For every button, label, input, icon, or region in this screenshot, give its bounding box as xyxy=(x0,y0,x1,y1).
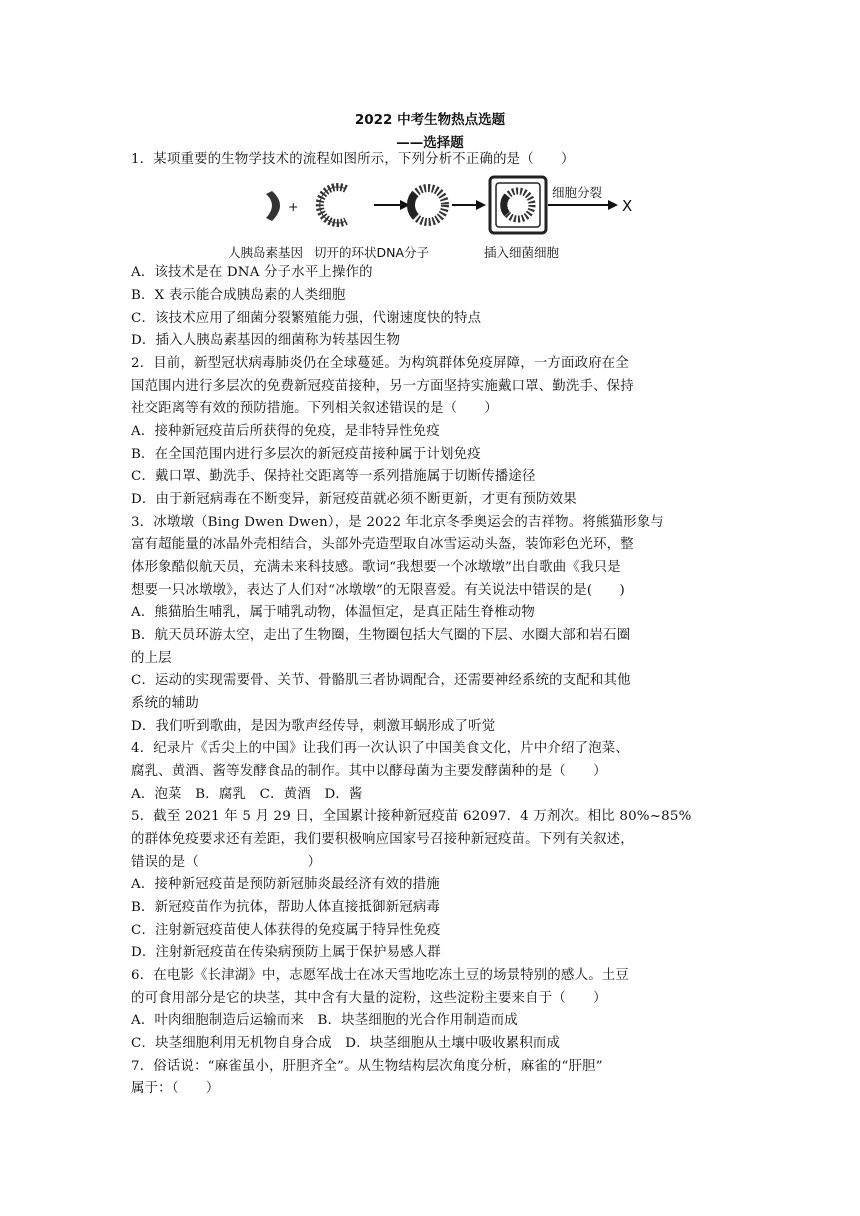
question-line: 属于：（ ） xyxy=(131,1081,220,1096)
option-line: C．该技术应用了细菌分裂繁殖能力强，代谢速度快的特点 xyxy=(131,311,482,326)
option-line: 系统的辅助 xyxy=(131,696,199,711)
question-line: 错误的是（ ） xyxy=(131,855,322,870)
page-title: 2022 中考生物热点选题 xyxy=(354,112,506,128)
question-line: 5．截至 2021 年 5 月 29 日，全国累计接种新冠疫苗 62097．4 万剂次。相比 80%~85% xyxy=(131,809,692,824)
option-line: A．叶肉细胞制造后运输而来 B．块茎细胞的光合作用制造而成 xyxy=(131,1013,518,1028)
option-line: A．熊猫胎生哺乳，属于哺乳动物，体温恒定，是真正陆生脊椎动物 xyxy=(131,605,535,620)
question-line: 2．目前，新型冠状病毒肺炎仍在全球蔓延。为构筑群体免疫屏障，一方面政府在全 xyxy=(131,356,629,371)
option-line: B．航天员环游太空，走出了生物圈，生物圈包括大气圈的下层、水圈大部和岩石圈 xyxy=(131,628,631,643)
option-line: B．新冠疫苗作为抗体，帮助人体直接抵御新冠病毒 xyxy=(131,900,441,915)
question-line: 社交距离等有效的预防措施。下列相关叙述错误的是（ ） xyxy=(131,401,498,416)
option-line: A．接种新冠疫苗后所获得的免疫，是非特异性免疫 xyxy=(131,424,440,439)
option-line: A．该技术是在 DNA 分子水平上操作的 xyxy=(131,265,373,280)
option-line: C．运动的实现需要骨、关节、骨骼肌三者协调配合，还需要神经系统的支配和其他 xyxy=(131,673,631,688)
question-line: 富有超能量的冰晶外壳相结合，头部外壳造型取自冰雪运动头盔，装饰彩色光环，整 xyxy=(131,537,634,552)
label-insert-bacteria: 插入细菌细胞 xyxy=(484,245,560,260)
option-line: D．我们听到歌曲，是因为歌声经传导，刺激耳蜗形成了听觉 xyxy=(131,719,496,734)
option-line: C．注射新冠疫苗使人体获得的免疫属于特异性免疫 xyxy=(131,923,441,938)
question-line: 的群体免疫要求还有差距，我们要积极响应国家号召接种新冠疫苗。下列有关叙述， xyxy=(131,832,634,847)
option-line: D．由于新冠病毒在不断变异，新冠疫苗就必须不断更新，才更有预防效果 xyxy=(131,492,577,507)
label-cut-dna: 切开的环状DNA分子 xyxy=(314,245,430,260)
option-line: B．X 表示能合成胰岛素的人类细胞 xyxy=(131,288,346,303)
option-line: A．接种新冠疫苗是预防新冠肺炎最经济有效的措施 xyxy=(131,877,440,892)
label-cell-division: 细胞分裂 xyxy=(552,185,603,200)
question-line: 7．俗话说：“麻雀虽小，肝胆齐全”。从生物结构层次角度分析，麻雀的“肝胆” xyxy=(131,1059,603,1074)
label-x: X xyxy=(622,197,633,215)
genetic-engineering-figure xyxy=(228,175,648,265)
question-line: 腐乳、黄酒、酱等发酵食品的制作。其中以酵母菌为主要发酵菌种的是（ ） xyxy=(131,764,607,779)
option-line: C．块茎细胞利用无机物自身合成 D．块茎细胞从土壤中吸收累积而成 xyxy=(131,1036,561,1051)
plus-sign: + xyxy=(288,199,299,214)
question-line: 国范围内进行多层次的免费新冠疫苗接种，另一方面坚持实施戴口罩、勤洗手、保持 xyxy=(131,379,634,394)
question-line: 6．在电影《长津湖》中，志愿军战士在冰天雪地吃冻土豆的场景特别的感人。土豆 xyxy=(131,968,629,983)
gene-fragment-shape xyxy=(266,191,280,221)
option-line: 的上层 xyxy=(131,651,172,666)
recombinant-dna-ring-shape xyxy=(411,188,445,222)
label-insulin-gene: 人胰岛素基因 xyxy=(228,245,304,260)
question-line: 4．纪录片《舌尖上的中国》让我们再一次认识了中国美食文化，片中介绍了泡菜、 xyxy=(131,741,629,756)
cut-dna-ring-shape xyxy=(320,187,346,223)
page-subtitle: ——选择题 xyxy=(396,135,464,151)
bacterium-cell-shape xyxy=(490,177,546,233)
question-line: 想要一只冰墩墩》，表达了人们对“冰墩墩”的无限喜爱。有关说法中错误的是( ) xyxy=(131,583,625,598)
question-line: 的可食用部分是它的块茎，其中含有大量的淀粉，这些淀粉主要来自于（ ） xyxy=(131,991,607,1006)
option-line: D．插入人胰岛素基因的细菌称为转基因生物 xyxy=(131,333,401,348)
option-line: D．注射新冠疫苗在传染病预防上属于保护易感人群 xyxy=(131,945,441,960)
option-line: A．泡菜 B．腐乳 C．黄酒 D．酱 xyxy=(131,787,363,802)
option-line: C．戴口罩、勤洗手、保持社交距离等一系列措施属于切断传播途径 xyxy=(131,469,536,484)
question-line: 体形象酷似航天员，充满未来科技感。歌词“我想要一个冰墩墩”出自歌曲《我只是 xyxy=(131,560,621,575)
question-line: 3．冰墩墩（Bing Dwen Dwen），是 2022 年北京冬季奥运会的吉祥物。将熊猫形象与 xyxy=(131,515,664,530)
option-line: B．在全国范围内进行多层次的新冠疫苗接种属于计划免疫 xyxy=(131,447,481,462)
question-1-stem: 1．某项重要的生物学技术的流程如图所示，下列分析不正确的是（ ） xyxy=(131,152,575,167)
